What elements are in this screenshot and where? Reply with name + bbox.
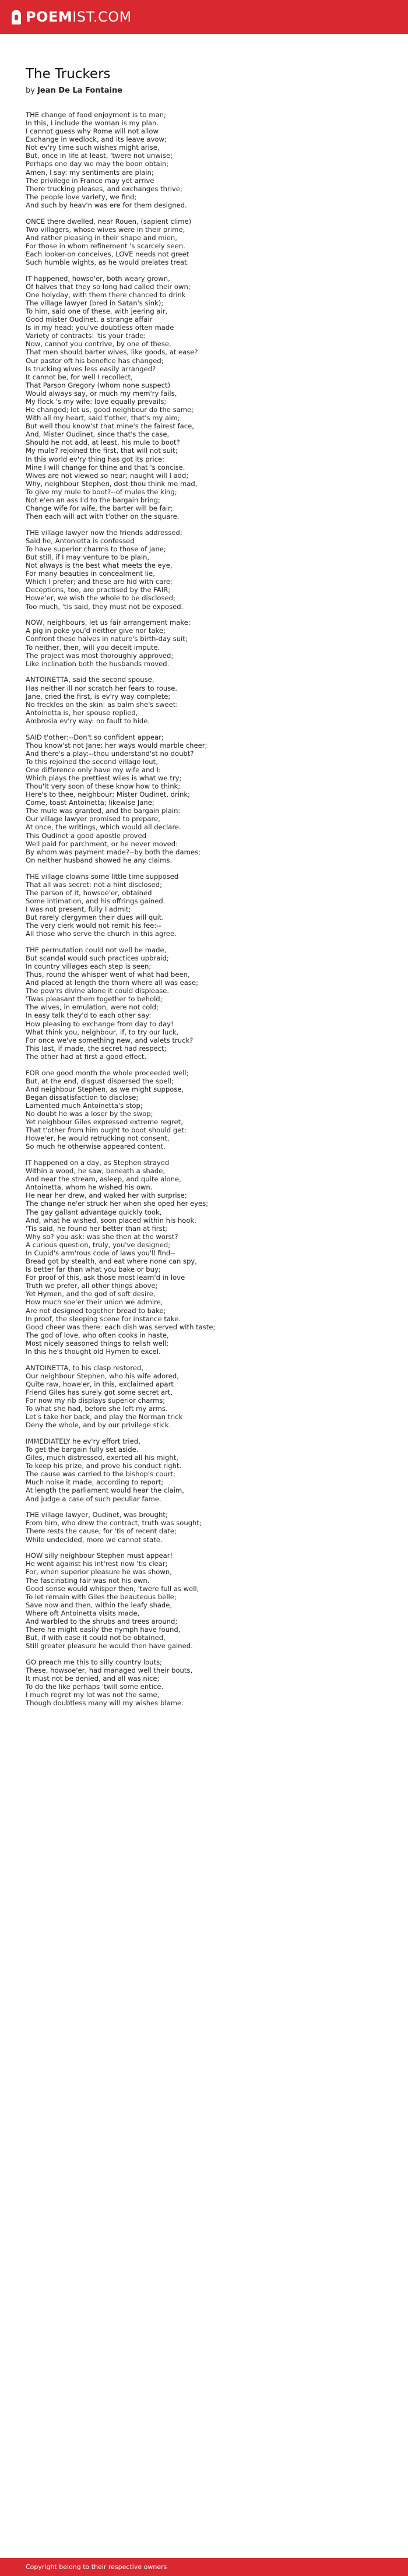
poem-line: It must not be denied, and all was nice; [26, 1674, 160, 1683]
poem-line: Antoinetta, whom he wished his own. [26, 1183, 153, 1192]
poem-line: Yet neighbour Giles expressed extreme regret, [26, 1118, 183, 1127]
poem-line: But well thou know'st that mine's the fairest face, [26, 422, 194, 431]
poem-line: Lamented much Antoinetta's stop; [26, 1101, 143, 1110]
poem-line: Good sense would whisper then, 'twere full as well, [26, 1584, 199, 1593]
by-label: by [26, 86, 35, 95]
poem-line: Come, toast Antoinetta; likewise Jane; [26, 798, 154, 807]
poem-line: By whom was payment made?--by both the dames; [26, 847, 201, 856]
poem-line: Howe'er, we wish the whole to be disclosed; [26, 594, 175, 603]
poem-stanza [26, 1511, 387, 1543]
poem-line: The cause was carried to the bishop's court; [26, 1470, 175, 1479]
poem-line: How much soe'er their union we admire, [26, 1298, 163, 1307]
poem-line: In easy talk they'd to each other say: [26, 1011, 152, 1020]
poem-line: For those in whom refinement 's scarcely seen. [26, 241, 185, 250]
poem-line: For proof of this, ask those most learn'd in love [26, 1273, 185, 1282]
poem-line: No doubt he was a loser by the swop; [26, 1110, 153, 1118]
poem-line: Confront these halves in nature's birth-day suit; [26, 635, 188, 643]
poem-line: Would always say, or much my mem'ry fails, [26, 389, 177, 397]
poem-line: ONCE there dwelled, near Rouen, (sapient clime) [26, 217, 192, 226]
poem-line: Giles, much distressed, exerted all his might, [26, 1454, 178, 1462]
poem-line: The gay gallant advantage quickly took, [26, 1208, 162, 1216]
poem-title: The Truckers [26, 66, 111, 82]
poem-line: Why, neighbour Stephen, dost thou think me mad, [26, 479, 198, 488]
poem-line: Began dissatisfaction to disclose; [26, 1093, 139, 1102]
poem-line: Each looker-on conceives, LOVE needs not greet [26, 249, 189, 258]
poem-line: To have superior charms to those of Jane; [26, 544, 166, 553]
poem-line: That Parson Gregory (whom none suspect) [26, 381, 171, 389]
poem-line: This last, if made, the secret had respect; [26, 1044, 167, 1053]
poem-stanza [26, 946, 387, 1061]
poem-line: The other had at first a good effect. [26, 1052, 147, 1061]
poem-line: Yet Hymen, and the god of soft desire, [26, 1290, 156, 1298]
poem-content [26, 65, 387, 1715]
poem-line: THE permutation could not well be made, [26, 945, 167, 954]
poem-stanza [26, 529, 387, 611]
poem-line: Two villagers, whose wives were in their prime, [26, 225, 185, 234]
poem-line: But rarely clergymen their dues will quit. [26, 913, 164, 921]
poem-byline [26, 86, 387, 95]
poem-line: To what she had, before she left my arms. [26, 1405, 168, 1413]
poem-line: One difference only have my wife and I: [26, 765, 161, 774]
poem-line: Has neither ill nor scratch her fears to rouse. [26, 684, 178, 692]
poem-line: And judge a case of such peculiar fame. [26, 1494, 161, 1503]
poem-line: But still, if I may venture to be plain, [26, 553, 150, 562]
poem-line: Wives are not viewed so near; naught will I add; [26, 471, 189, 480]
poem-line: All those who serve the church in this agree. [26, 930, 177, 938]
poem-line: Deny the whole, and by our privilege stick. [26, 1421, 171, 1430]
poem-line: The fascinating fair was not his own. [26, 1576, 150, 1585]
poem-line: No freckles on the skin: as balm she's sweet: [26, 700, 178, 709]
poem-line: There rests the cause, for 'tis of recent date; [26, 1527, 177, 1536]
poem-line: For now my rib displays superior charms; [26, 1396, 166, 1405]
poem-line: THE change of food enjoyment is to man; [26, 111, 166, 119]
poem-stanza [26, 1551, 387, 1650]
poem-line: The pow'rs divine alone it could displease. [26, 987, 170, 995]
poem-line: Friend Giles has surely got some secret art, [26, 1388, 173, 1396]
poem-line: To this rejoined the second village lout, [26, 757, 158, 766]
poem-line: Some intimation, and his offrings gained. [26, 896, 166, 905]
poem-line: Mine I will change for thine and that 's concise. [26, 463, 185, 471]
poem-line: In proof, the sleeping scene for instance take. [26, 1314, 181, 1323]
poem-line: HOW silly neighbour Stephen must appear! [26, 1551, 173, 1560]
poem-line: Are not designed together bread to bake; [26, 1306, 166, 1315]
poem-line: Should he not add, at least, his mule to boot? [26, 438, 180, 447]
poem-line: SAID t'other:--Don't so confident appear; [26, 733, 164, 741]
poem-line: I much regret my lot was not the same, [26, 1691, 160, 1699]
poem-line: To neither, then, will you deceit impute. [26, 643, 160, 652]
poem-line: The people love variety, we find; [26, 192, 137, 201]
poem-line: To do the like perhaps 'twill some entice. [26, 1683, 164, 1691]
poem-line: GO preach me this to silly country louts; [26, 1657, 163, 1666]
poem-line: At once, the writings, which would all declare. [26, 823, 181, 832]
poem-line: I cannot guess why Rome will not allow [26, 127, 159, 136]
poem-line: IT happened, howso'er, both weary grown, [26, 274, 170, 283]
poem-line: Where oft Antoinetta visits made, [26, 1609, 140, 1617]
poem-line: From him, who drew the contract, truth was sought; [26, 1519, 202, 1528]
poem-stanza [26, 1364, 387, 1430]
poem-line: How pleasing to exchange from day to day! [26, 1019, 174, 1028]
site-footer [0, 2558, 408, 2576]
poem-line: THE village clowns some little time supposed [26, 872, 179, 881]
poem-line: Our pastor oft his benefice has changed; [26, 356, 164, 365]
poem-line: Good cheer was there: each dish was served with taste; [26, 1322, 216, 1331]
copyright-text: Copyright belong to their respective owners [26, 2563, 167, 2571]
poem-line: In this world ev'ry thing has got its price: [26, 455, 165, 463]
site-logo-link[interactable] [12, 9, 132, 25]
poem-line: Amen, I say: my sentiments are plain; [26, 168, 154, 177]
poem-stanza [26, 872, 387, 938]
poem-line: But scandal would such practices upbraid; [26, 953, 169, 962]
poem-line: There trucking pleases, and exchanges thrive; [26, 184, 182, 193]
poem-line: Much noise it made, according to report; [26, 1478, 164, 1487]
poem-stanza [26, 275, 387, 520]
poem-line: 'Tis said, he found her better than at first; [26, 1224, 168, 1233]
poem-line: For once we've something new, and valets truck? [26, 1036, 194, 1044]
site-header [0, 0, 408, 34]
poem-stanza [26, 618, 387, 667]
poem-line: Perhaps one day we may the boon obtain; [26, 160, 169, 168]
poem-line: Exchange in wedlock, and its leave avow; [26, 135, 167, 144]
poem-line: Not ev'ry time such wishes might arise, [26, 143, 160, 152]
poem-line: To get the bargain fully set aside. [26, 1445, 139, 1454]
poem-line: Here's to thee, neighbour; Mister Oudinet, drink; [26, 790, 190, 799]
poem-line: That t'other from him ought to boot should get: [26, 1126, 187, 1135]
poem-line: Thou'lt very soon of these know how to think; [26, 782, 181, 791]
poem-stanza [26, 1069, 387, 1151]
poem-line: I was not present, fully I admit; [26, 905, 131, 913]
poem-line: So much he otherwise appeared content. [26, 1142, 166, 1151]
poem-line: And, Mister Oudinet, since that's the case, [26, 430, 170, 439]
poem-line: But, at the end, disgust dispersed the spell; [26, 1076, 174, 1085]
microphone-icon [12, 10, 21, 24]
poem-stanza [26, 675, 387, 724]
poem-line: Not e'en an ass I'd to the bargain bring; [26, 495, 160, 504]
poem-line: The village lawyer (bred in Satan's sink); [26, 299, 164, 308]
poem-line: In this he's thought old Hymen to excel. [26, 1347, 161, 1356]
poem-line: One holyday, with them there chanced to drink [26, 290, 186, 299]
poem-line: ANTOINETTA, said the second spouse, [26, 675, 154, 684]
logo-bold: POEM [26, 9, 73, 25]
poem-line: The wives, in emulation, were not cold; [26, 1003, 159, 1012]
poem-line: To keep his prize, and prove his conduct right. [26, 1462, 182, 1470]
poem-line: At length the parliament would hear the claim, [26, 1486, 184, 1495]
poem-line: With all my heart, said t'other, that's my aim; [26, 414, 180, 423]
poem-line: Why so? you ask: was she then at the worst? [26, 1232, 178, 1241]
poem-line: And warbled to the shrubs and trees around; [26, 1617, 178, 1625]
poem-line: In country villages each step is seen; [26, 962, 152, 970]
poem-line: Well paid for parchment, or he never moved: [26, 839, 178, 848]
poem-line: Thus, round the whisper went of what had been, [26, 970, 190, 979]
site-logo-text [26, 9, 132, 25]
poem-line: IMMEDIATELY he ev'ry effort tried, [26, 1437, 140, 1445]
author-link[interactable]: Jean De La Fontaine [37, 86, 123, 95]
poem-line: Change wife for wife, the barter will be fair; [26, 504, 173, 512]
poem-stanza [26, 111, 387, 209]
poem-line: Our village lawyer promised to prepare, [26, 815, 160, 824]
poem-line: Save now and then, within the leafy shade, [26, 1600, 173, 1609]
poem-line: And there's a play:--thou understand'st no doubt? [26, 749, 194, 758]
poem-line: The mule was granted, and the bargain plain: [26, 807, 181, 815]
poem-line: And such by heav'n was ere for them designed. [26, 200, 187, 209]
poem-line: IT happened on a day, as Stephen strayed [26, 1159, 170, 1167]
poem-body [26, 111, 387, 1707]
poem-stanza [26, 1658, 387, 1707]
poem-line: To him, said one of these, with jeering air, [26, 307, 168, 316]
poem-line: Our neighbour Stephen, who his wife adored, [26, 1371, 179, 1380]
poem-stanza [26, 1159, 387, 1356]
poem-line: Ambrosia ev'ry way: no fault to hide. [26, 716, 150, 725]
poem-line: To let remain with Giles the beauteous belle; [26, 1592, 177, 1601]
poem-line: The god of love, who often cooks in haste, [26, 1331, 169, 1339]
poem-line: THE village lawyer now the friends addressed: [26, 528, 182, 537]
poem-line: And placed at length the thorn where all was ease; [26, 979, 198, 987]
poem-line: Good mister Oudinet, a strange affair [26, 315, 153, 324]
poem-line: A curious question, truly, you've designed; [26, 1240, 171, 1249]
poem-line: My flock 's my wife: love equally prevails; [26, 397, 167, 406]
poem-line: My mule? rejoined the first, that will not suit; [26, 446, 178, 455]
poem-line: Bread got by stealth, and eat where none can spy, [26, 1257, 197, 1266]
poem-line: Now, cannot you contrive, by one of these, [26, 340, 171, 349]
poem-line: Howe'er, he would retrucking not consent, [26, 1134, 170, 1143]
poem-line: Deceptions, too, are practised by the FAIR; [26, 586, 171, 594]
poem-line: There he might easily the nymph have found, [26, 1625, 181, 1634]
poem-line: This Oudinet a good apostle proved [26, 831, 147, 840]
poem-line: And, what he wished, soon placed within his hook. [26, 1216, 196, 1224]
poem-line: Let's take her back, and play the Norman trick [26, 1413, 183, 1421]
poem-line: And near the stream, asleep, and quite alone, [26, 1175, 181, 1184]
poem-line: FOR one good month the whole proceeded well; [26, 1068, 189, 1077]
poem-line: Still greater pleasure he would then have gained. [26, 1642, 193, 1651]
poem-stanza [26, 733, 387, 864]
poem-line: Too much, 'tis said, they must not be exposed. [26, 602, 184, 611]
poem-line: To give my mule to boot?--of mules the king; [26, 487, 177, 496]
poem-line: ANTOINETTA, to his clasp restored, [26, 1363, 144, 1372]
poem-line: But, if with ease it could not be obtained, [26, 1634, 166, 1642]
poem-line: Variety of contracts: 'tis your trade: [26, 332, 146, 340]
poem-line: The change ne'er struck her when she oped her eyes; [26, 1199, 209, 1208]
poem-line: Not always is the best what meets the eye, [26, 561, 173, 570]
poem-line: Which plays the prettiest wiles is what we try; [26, 773, 182, 782]
poem-line: On neither husband showed he any claims. [26, 856, 173, 864]
poem-line: And rather pleasing in their shape and mien, [26, 233, 177, 242]
poem-line: It cannot be, for well I recollect, [26, 372, 133, 381]
poem-line: NOW, neighbours, let us fair arrangement make: [26, 618, 191, 627]
poem-stanza [26, 1437, 387, 1503]
poem-line: The parson of it, howsoe'er, obtained [26, 888, 152, 897]
poem-line: That all was secret: not a hint disclosed; [26, 880, 162, 889]
logo-thin: IST.COM [72, 9, 132, 25]
poem-line: Is better far than what you bake or buy; [26, 1265, 161, 1274]
poem-line: Then each will act with t'other on the square. [26, 512, 180, 521]
poem-line: While undecided, more we cannot state. [26, 1535, 163, 1544]
poem-line: Antoinetta is, her spouse replied, [26, 708, 138, 717]
poem-line: The very clerk would not remit his fee:-- [26, 921, 161, 930]
poem-line: For, when superior pleasure he was shown, [26, 1568, 172, 1576]
poem-line: The project was most thoroughly approved; [26, 651, 174, 660]
poem-line: Is trucking wives less easily arranged? [26, 364, 156, 373]
poem-line: That men should barter wives, like goods, at ease? [26, 348, 198, 357]
poem-line: These, howsoe'er, had managed well their bouts, [26, 1666, 193, 1674]
poem-line: A pig in poke you'd neither give nor take; [26, 627, 166, 635]
poem-line: What think you, neighbour, if, to try our luck, [26, 1027, 179, 1036]
poem-line: And neighbour Stephen, as we might suppose, [26, 1085, 184, 1093]
poem-line: The privilege in France may yet arrive [26, 176, 154, 185]
poem-line: Like inclination both the husbands moved. [26, 659, 170, 668]
poem-line: Such humble wights, as he would prelates treat. [26, 258, 189, 267]
poem-line: Jane, cried the first, is ev'ry way complete; [26, 692, 171, 701]
poem-line: Though doubtless many will my wishes blame. [26, 1699, 184, 1708]
poem-line: Which I prefer; and these are hid with care; [26, 578, 173, 586]
poem-line: Quite raw, howe'er, in this, exclaimed apart [26, 1380, 174, 1388]
poem-line: In this, I include the woman is my plan. [26, 119, 159, 128]
poem-line: He changed; let us, good neighbour do the same; [26, 406, 194, 414]
poem-line: Most nicely seasoned things to relish well; [26, 1339, 169, 1347]
poem-line: Of halves that they so long had called their own; [26, 282, 191, 291]
poem-line: Is in my head: you've doubtless often made [26, 323, 174, 332]
poem-line: Truth we prefer, all other things above; [26, 1282, 158, 1290]
poem-line: Thou know'st not Jane: her ways would marble cheer; [26, 741, 207, 749]
poem-line: THE village lawyer, Oudinet, was brought; [26, 1511, 168, 1519]
poem-line: But, once in life at least, 'twere not unwise; [26, 152, 173, 160]
poem-line: 'Twas pleasant them together to behold; [26, 995, 163, 1004]
poem-line: Said he, Antonietta is confessed [26, 536, 135, 545]
poem-line: He near her drew, and waked her with surprise; [26, 1191, 187, 1200]
poem-line: For many beauties in concealment lie, [26, 569, 155, 578]
poem-line: Within a wood, he saw, beneath a shade, [26, 1167, 166, 1176]
poem-line: He went against his int'rest now 'tis clear; [26, 1560, 168, 1568]
poem-stanza [26, 217, 387, 266]
poem-line: In Cupid's arm'rous code of laws you'll find-- [26, 1248, 175, 1257]
